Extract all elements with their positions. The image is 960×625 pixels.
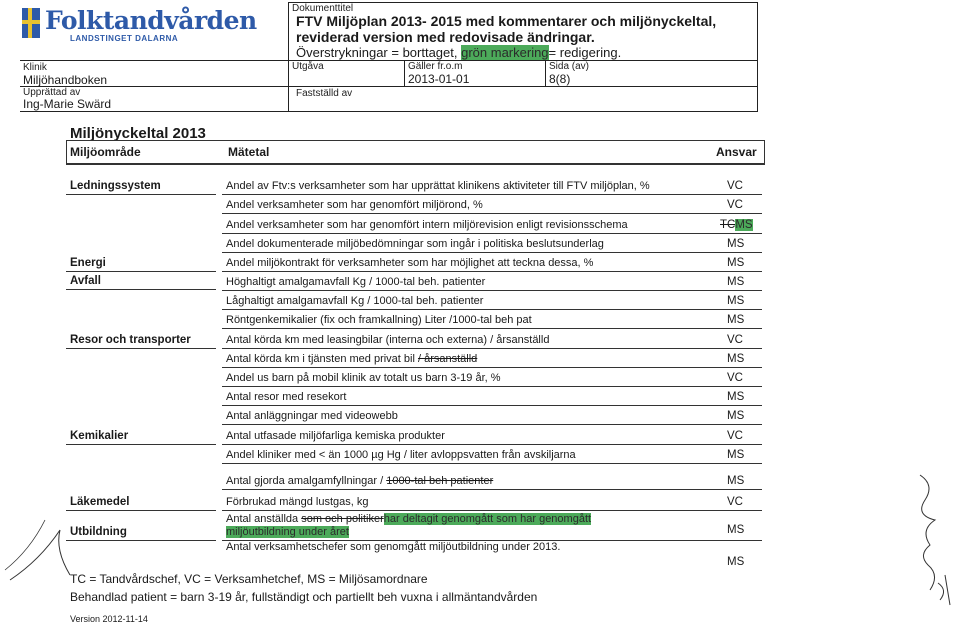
table-row: Röntgenkemikalier (fix och framkallning) Liter /1000-tal beh pat <box>226 314 532 326</box>
green-highlight-text: grön markering <box>461 45 549 60</box>
col-header-metric: Mätetal <box>228 145 270 159</box>
table-row: Antal anläggningar med videowebb <box>226 410 398 422</box>
footnote-patient: Behandlad patient = barn 3-19 år, fullständigt och partiellt beh vuxna i allmäntandvården <box>70 590 538 604</box>
table-row: Antal körda km i tjänsten med privat bil / årsanställd <box>226 353 478 365</box>
table-row: Antal utfasade miljöfarliga kemiska produkter <box>226 430 445 442</box>
table-row: Andel dokumenterade miljöbedömningar som ingår i politiska beslutsunderlag <box>226 238 604 250</box>
doc-title-line-3: Överstrykningar = borttaget, grön markering= redigering. <box>296 45 622 60</box>
category-resor: Resor och transporter <box>70 334 191 346</box>
col-header-area: Miljöområde <box>70 145 141 159</box>
footnote-abbreviations: TC = Tandvårdschef, VC = Verksamhetchef, MS = Miljösamordnare <box>70 572 428 586</box>
table-row: Antal verksamhetschefer som genomgått miljöutbildning under 2013. <box>226 541 561 553</box>
resp-cell: MS <box>727 238 745 250</box>
doc-title-line-2: reviderad version med redovisade ändringar. <box>296 29 595 45</box>
klinik-label: Klinik <box>23 62 47 73</box>
table-row: Andel verksamheter som har genomfört intern miljörevision enligt revisionsschema <box>226 219 628 231</box>
sida-value: 8(8) <box>549 72 571 86</box>
resp-cell: VC <box>727 180 743 192</box>
version-text: Version 2012-11-14 <box>70 614 148 624</box>
handwritten-signature <box>900 465 958 615</box>
galler-value: 2013-01-01 <box>408 72 470 86</box>
resp-cell: MS <box>727 391 745 403</box>
table-row: Antal resor med resekort <box>226 391 347 403</box>
galler-label: Gäller fr.o.m <box>408 61 463 72</box>
table-row: Höghaltigt amalgamavfall Kg / 1000-tal beh. patienter <box>226 276 486 288</box>
resp-cell: VC <box>727 372 743 384</box>
logo-flag-icon <box>22 8 40 38</box>
resp-cell: MS <box>727 353 745 365</box>
category-energi: Energi <box>70 257 106 269</box>
resp-cell: MS <box>727 524 745 536</box>
table-row: Andel av Ftv:s verksamheter som har upprättat klinikens aktiviteter till FTV miljöplan, % <box>226 180 650 192</box>
resp-cell: VC <box>727 430 743 442</box>
section-title: Miljönyckeltal 2013 <box>70 125 206 142</box>
resp-cell: VC <box>727 496 743 508</box>
category-kemikalier: Kemikalier <box>70 430 129 442</box>
upprattad-label: Upprättad av <box>23 87 81 98</box>
resp-cell: TCMS <box>720 219 753 231</box>
resp-cell: MS <box>727 295 745 307</box>
category-ledningssystem: Ledningssystem <box>70 180 161 192</box>
hand-drawn-mark <box>0 500 80 590</box>
resp-cell: MS <box>727 556 745 568</box>
klinik-value: Miljöhandboken <box>23 73 108 87</box>
col-header-resp: Ansvar <box>716 145 757 159</box>
resp-cell: MS <box>727 276 745 288</box>
category-avfall: Avfall <box>70 275 101 287</box>
logo-subtitle: LANDSTINGET DALARNA <box>70 34 179 43</box>
category-utbildning: Utbildning <box>70 526 127 538</box>
table-row: Andel verksamheter som har genomfört miljörond, % <box>226 199 483 211</box>
table-row: Förbrukad mängd lustgas, kg <box>226 496 369 508</box>
resp-cell: MS <box>727 257 745 269</box>
logo-name: Folktandvården <box>45 6 257 35</box>
table-row: Antal körda km med leasingbilar (interna och externa) / årsanställd <box>226 334 550 346</box>
table-row: Andel us barn på mobil klinik av totalt us barn 3-19 år, % <box>226 372 501 384</box>
faststalld-label: Fastställd av <box>296 88 353 99</box>
upprattad-value: Ing-Marie Swärd <box>23 97 112 111</box>
resp-cell: VC <box>727 199 743 211</box>
sida-label: Sida (av) <box>549 61 590 72</box>
table-row: Andel kliniker med < än 1000 µg Hg / liter avloppsvatten från avskiljarna <box>226 449 576 461</box>
table-row: Antal gjorda amalgamfyllningar / 1000-tal beh patienter <box>226 475 494 487</box>
table-row: Antal anställda som och politikerhar deltagit genomgått som har genomgått <box>226 513 592 525</box>
table-row: Låghaltigt amalgamavfall Kg / 1000-tal beh. patienter <box>226 295 484 307</box>
table-row-cont: miljöutbildning under året <box>226 526 349 538</box>
resp-cell: VC <box>727 334 743 346</box>
doc-title-label: Dokumenttitel <box>292 3 354 14</box>
table-header <box>66 140 765 165</box>
table-row: Andel miljökontrakt för verksamheter som har möjlighet att teckna dessa, % <box>226 257 594 269</box>
utgava-label: Utgåva <box>292 61 324 72</box>
resp-cell: MS <box>727 449 745 461</box>
resp-cell: MS <box>727 410 745 422</box>
doc-title-line-1: FTV Miljöplan 2013- 2015 med kommentarer och miljönyckeltal, <box>296 13 717 29</box>
resp-cell: MS <box>727 475 745 487</box>
category-lakemedel: Läkemedel <box>70 496 130 508</box>
resp-cell: MS <box>727 314 745 326</box>
